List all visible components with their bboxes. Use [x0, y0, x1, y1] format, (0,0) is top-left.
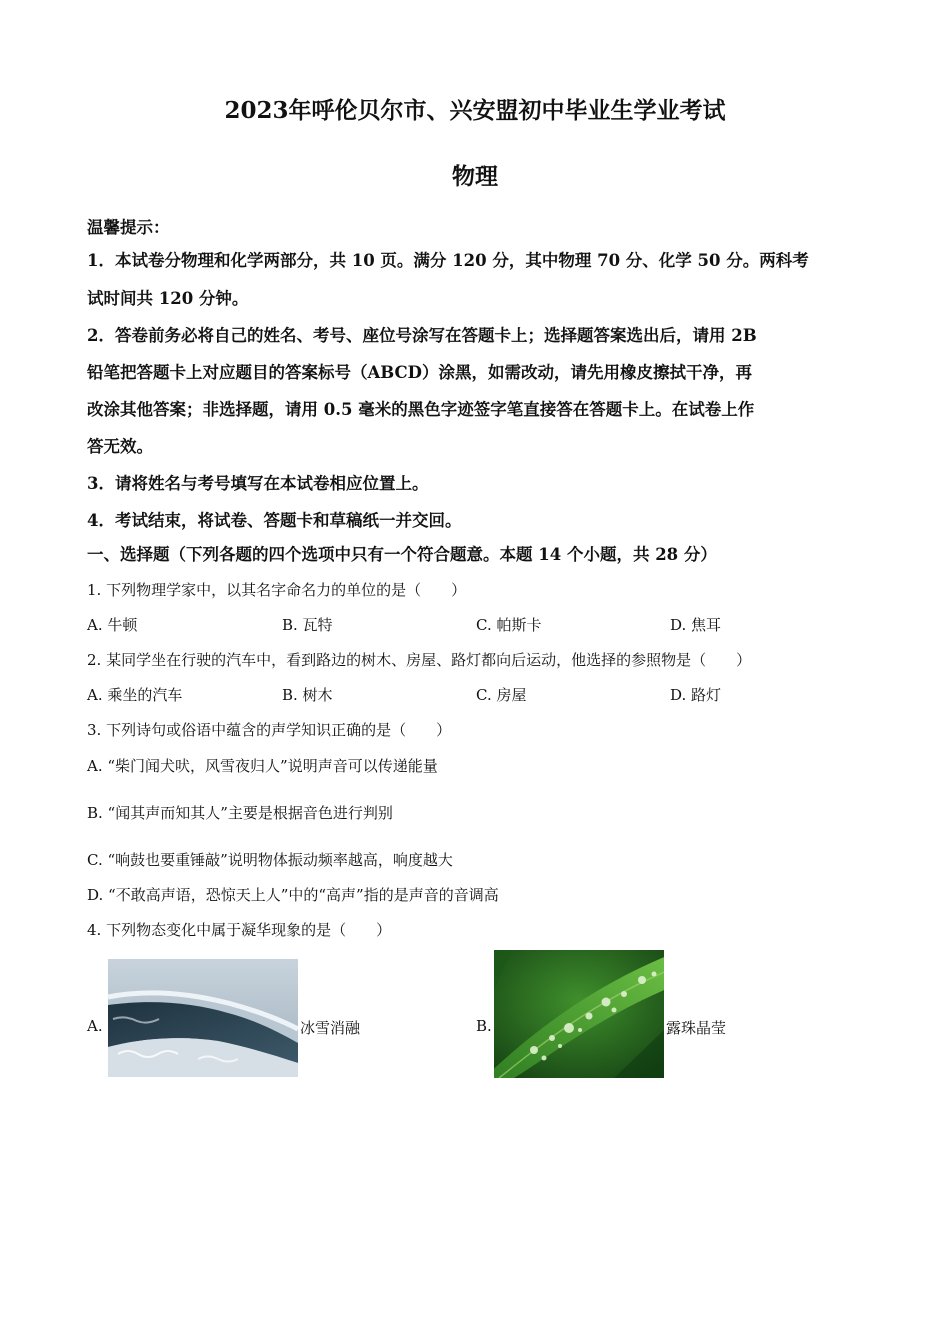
- question-2-option-d: D. 路灯: [670, 686, 722, 704]
- question-1-option-d: D. 焦耳: [670, 616, 722, 634]
- notice-item-2-line-3: 改涂其他答案；非选择题，请用 0.5 毫米的黑色字迹签字笔直接答在答题卡上。在试卷上作: [87, 400, 755, 419]
- question-3-option-b: B. “闻其声而知其人”主要是根据音色进行判别: [87, 804, 393, 822]
- question-4-option-a-caption: 冰雪消融: [300, 1019, 361, 1037]
- subject-title: 物理: [452, 163, 498, 190]
- notice-item-2-line-2: 铅笔把答题卡上对应题目的答案标号（ABCD）涂黑，如需改动，请先用橡皮擦拭干净，再: [87, 363, 752, 382]
- question-4-option-b-letter: B.: [476, 1017, 492, 1035]
- question-4-option-b-caption: 露珠晶莹: [666, 1019, 727, 1037]
- question-2-option-c: C. 房屋: [476, 686, 527, 704]
- question-2-option-a: A. 乘坐的汽车: [87, 686, 183, 704]
- dew-drops-image: [494, 950, 664, 1078]
- question-1-option-a: A. 牛顿: [87, 616, 138, 634]
- notice-item-2-line-4: 答无效。: [87, 437, 153, 456]
- section-1-heading: 一、选择题（下列各题的四个选项中只有一个符合题意。本题 14 个小题，共 28 分）: [87, 545, 717, 564]
- question-3-stem: 3. 下列诗句或俗语中蕴含的声学知识正确的是（ ）: [87, 721, 452, 739]
- question-4-stem: 4. 下列物态变化中属于凝华现象的是（ ）: [87, 921, 392, 939]
- question-4-option-a-letter: A.: [87, 1017, 103, 1035]
- notice-item-4: 4．考试结束，将试卷、答题卡和草稿纸一并交回。: [87, 511, 462, 530]
- question-2-stem: 2. 某同学坐在行驶的汽车中，看到路边的树木、房屋、路灯都向后运动，他选择的参照物是（ ）: [87, 651, 752, 669]
- question-1-option-b: B. 瓦特: [282, 616, 333, 634]
- notice-item-3: 3．请将姓名与考号填写在本试卷相应位置上。: [87, 474, 429, 493]
- exam-title: 2023年呼伦贝尔市、兴安盟初中毕业生学业考试: [224, 97, 726, 124]
- notice-heading: 温馨提示：: [87, 218, 170, 237]
- question-3-option-a: A. “柴门闻犬吠，风雪夜归人”说明声音可以传递能量: [87, 757, 438, 775]
- question-2-option-b: B. 树木: [282, 686, 333, 704]
- notice-item-2-line-1: 2．答卷前务必将自己的姓名、考号、座位号涂写在答题卡上；选择题答案选出后，请用 2B: [87, 326, 757, 345]
- notice-item-1-line-2: 试时间共 120 分钟。: [87, 289, 249, 308]
- question-1-stem: 1. 下列物理学家中，以其名字命名力的单位的是（ ）: [87, 581, 467, 599]
- question-1-option-c: C. 帕斯卡: [476, 616, 542, 634]
- question-3-option-d: D. “不敢高声语，恐惊天上人”中的“高声”指的是声音的音调高: [87, 886, 499, 904]
- ice-melting-image: [108, 959, 298, 1077]
- question-3-option-c: C. “响鼓也要重锤敲”说明物体振动频率越高，响度越大: [87, 851, 453, 869]
- notice-item-1-line-1: 1．本试卷分物理和化学两部分，共 10 页。满分 120 分，其中物理 70 分、化学 50 分。两科考: [87, 251, 809, 270]
